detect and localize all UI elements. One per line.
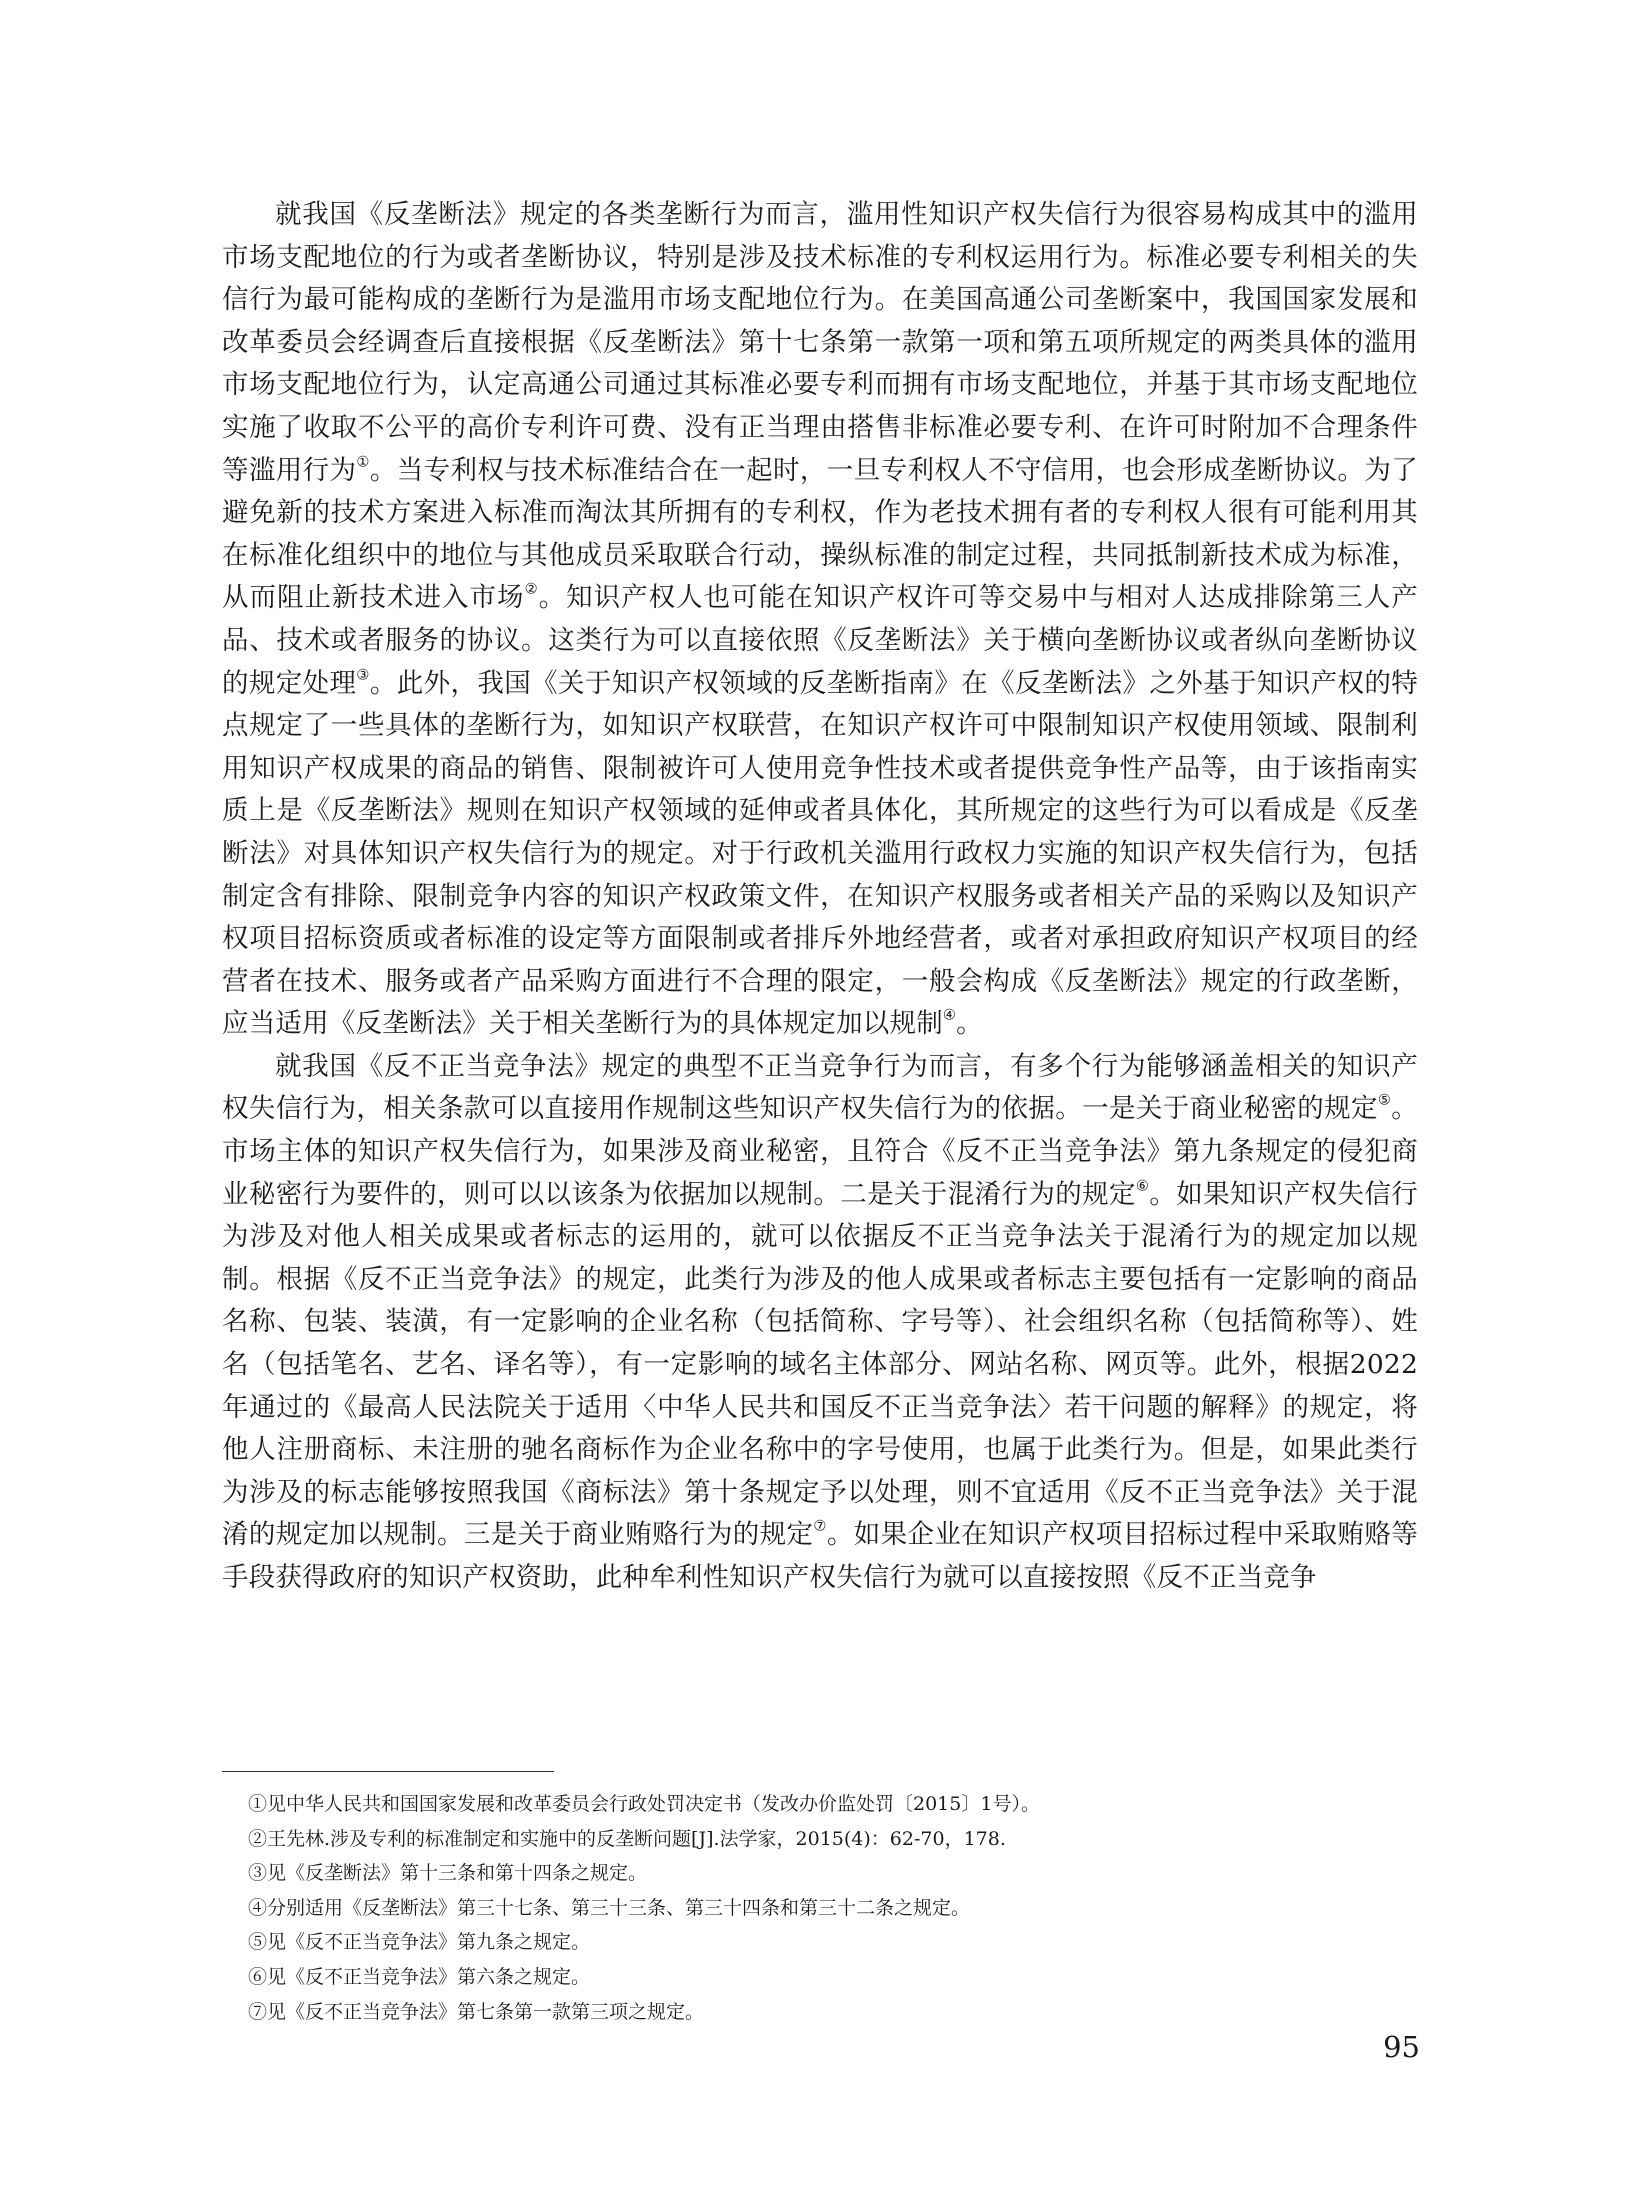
paragraph-1 [222,194,1418,1046]
text-run: 。如果知识产权失信行为涉及对他人相关成果或者标志的运用的，就可以依据反不正当竞争法关于混淆行为的规定加以规制。根据《反不正当竞争法》的规定，此类行为涉及的他人成果或者标志主要包括有一定影响的商品名称、包装、装潢，有一定影响的企业名称（包括简称、字号等）、社会组织名称（包括简称等）、姓名（包括笔名、艺名、译名等），有一定影响的域名主体部分、网站名称、网页等。此外，根据2022年通过的《最高人民法院关于适用〈中华人民共和国反不正当竞争法〉若干问题的解释》的规定，将他人注册商标、未注册的驰名商标作为企业名称中的字号使用，也属于此类行为。但是，如果此类行为涉及的标志能够按照我国《商标法》第十条规定予以处理，则不宜适用《反不正当竞争法》关于混淆的规定加以规制。三是关于商业贿赂行为的规定 [222,1178,1418,1551]
footnotes [248,1787,1418,2029]
paragraph-2 [222,1046,1418,1600]
footnote-marker: ⑥ [1135,1177,1150,1195]
text-run: 就我国《反垄断法》规定的各类垄断行为而言，滥用性知识产权失信行为很容易构成其中的滥用市场支配地位的行为或者垄断协议，特别是涉及技术标准的专利权运用行为。标准必要专利相关的失信行为最可能构成的垄断行为是滥用市场支配地位行为。在美国高通公司垄断案中，我国国家发展和改革委员会经调查后直接根据《反垄断法》第十七条第一款第一项和第五项所规定的两类具体的滥用市场支配地位行为，认定高通公司通过其标准必要专利而拥有市场支配地位，并基于其市场支配地位实施了收取不公平的高价专利许可费、没有正当理由搭售非标准必要专利、在许可时附加不合理条件等滥用行为 [222,199,1418,486]
text-run: 。此外，我国《关于知识产权领域的反垄断指南》在《反垄断法》之外基于知识产权的特点规定了一些具体的垄断行为，如知识产权联营，在知识产权许可中限制知识产权使用领域、限制利用知识产权成果的商品的销售、限制被许可人使用竞争性技术或者提供竞争性产品等，由于该指南实质上是《反垄断法》规则在知识产权领域的延伸或者具体化，其所规定的这些行为可以看成是《反垄断法》对具体知识产权失信行为的规定。对于行政机关滥用行政权力实施的知识产权失信行为，包括制定含有排除、限制竞争内容的知识产权政策文件，在知识产权服务或者相关产品的采购以及知识产权项目招标资质或者标准的设定等方面限制或者排斥外地经营者，或者对承担政府知识产权项目的经营者在技术、服务或者产品采购方面进行不合理的限定，一般会构成《反垄断法》规定的行政垄断，应当适用《反垄断法》关于相关垄断行为的具体规定加以规制 [222,667,1418,1040]
footnote-marker: ⑤ [1377,1092,1392,1110]
footnote-1: ①见中华人民共和国国家发展和改革委员会行政处罚决定书（发改办价监处罚〔2015〕1号）。 [248,1793,1040,1815]
footnote-marker: ⑦ [813,1518,827,1536]
footnote-3: ③见《反垄断法》第十三条和第十四条之规定。 [248,1862,648,1885]
body-text [222,194,1418,1600]
footnote-marker: ② [524,580,539,598]
text-run: 。如果企业在知识产权项目招标过程中采取贿赂等手段获得政府的知识产权资助，此种牟利性知识产权失信行为就可以直接按照《反不正当竞争 [222,1519,1418,1593]
footnote-marker: ④ [942,1006,957,1024]
footnote-divider [222,1771,554,1772]
text-run: 。市场主体的知识产权失信行为，如果涉及商业秘密，且符合《反不正当竞争法》第九条规定的侵犯商业秘密行为要件的，则可以以该条为依据加以规制。二是关于混淆行为的规定 [222,1093,1418,1210]
text-run: 。当专利权与技术标准结合在一起时，一旦专利权人不守信用，也会形成垄断协议。为了避免新的技术方案进入标准而淘汰其所拥有的专利权，作为老技术拥有者的专利权人很有可能利用其在标准化组织中的地位与其他成员采取联合行动，操纵标准的制定过程，共同抵制新技术成为标准，从而阻止新技术进入市场 [222,454,1418,614]
footnote-marker: ③ [356,666,370,684]
footnote-6: ⑥见《反不正当竞争法》第六条之规定。 [248,1965,591,1988]
footnote-4: ④分别适用《反垄断法》第三十七条、第三十三条、第三十四条和第三十二条之规定。 [248,1896,971,1919]
page-number: 95 [1383,2030,1420,2064]
footnote-2: ②王先林.涉及专利的标准制定和实施中的反垄断问题[J].法学家，2015(4)：62-70，178. [248,1827,1006,1850]
footnote-7: ⑦见《反不正当竞争法》第七条第一款第三项之规定。 [248,2000,705,2023]
footnote-marker: ① [356,453,370,471]
text-run: 。知识产权人也可能在知识产权许可等交易中与相对人达成排除第三人产品、技术或者服务的协议。这类行为可以直接依照《反垄断法》关于横向垄断协议或者纵向垄断协议的规定处理 [222,582,1418,699]
footnote-5: ⑤见《反不正当竞争法》第九条之规定。 [248,1931,591,1954]
text-run: 就我国《反不正当竞争法》规定的典型不正当竞争行为而言，有多个行为能够涵盖相关的知识产权失信行为，相关条款可以直接用作规制这些知识产权失信行为的依据。一是关于商业秘密的规定 [222,1050,1418,1125]
text-run: 。 [956,1008,983,1040]
